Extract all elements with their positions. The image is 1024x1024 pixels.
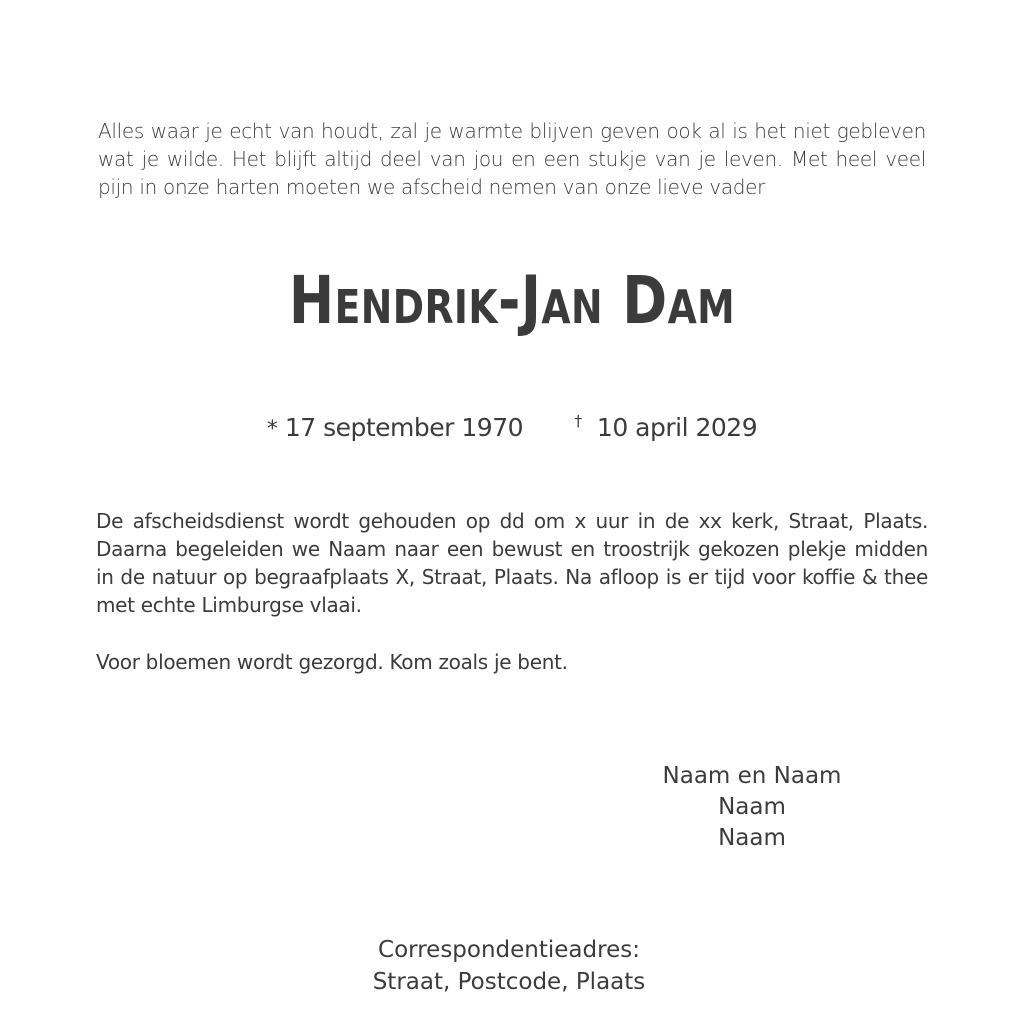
intro-line: wat je wilde. Het blijft altijd deel van jou en een stukje van je leven. Met heel veel xyxy=(98,147,926,171)
correspondence-address xyxy=(0,934,1018,998)
birth-symbol: * xyxy=(266,417,278,442)
death-date-group xyxy=(574,413,757,442)
signature-name: Naam xyxy=(718,794,786,820)
intro-line: Alles waar je echt van houdt, zal je warmte blijven geven ook al is het niet gebleven xyxy=(98,119,926,143)
service-line: met echte Limburgse vlaai. xyxy=(96,593,362,617)
deceased-name: Hendrik-Jan Dam xyxy=(288,262,736,339)
intro-line: pijn in onze harten moeten we afscheid nemen van onze lieve vader xyxy=(98,175,766,199)
flowers-note: Voor bloemen wordt gezorgd. Kom zoals je bent. xyxy=(96,650,568,674)
intro-poem xyxy=(98,117,926,201)
life-dates xyxy=(0,412,1024,442)
signature-name: Naam en Naam xyxy=(662,763,842,789)
signature-name: Naam xyxy=(718,825,786,851)
address-label: Correspondentieadres: xyxy=(378,937,640,963)
service-line: De afscheidsdienst wordt gehouden op dd om x uur in de xx kerk, Straat, Plaats. xyxy=(96,509,928,533)
service-line: Daarna begeleiden we Naam naar een bewust en troostrijk gekozen plekje midden xyxy=(96,537,928,561)
service-details xyxy=(96,507,928,619)
dagger-symbol: † xyxy=(574,412,582,430)
death-date: 10 april 2029 xyxy=(596,413,758,442)
service-line: in de natuur op begraafplaats X, Straat, Plaats. Na afloop is er tijd voor koffie & thee xyxy=(96,565,928,589)
address-value: Straat, Postcode, Plaats xyxy=(372,969,646,995)
birth-date-group xyxy=(267,413,523,442)
signatures xyxy=(620,761,884,854)
birth-date: 17 september 1970 xyxy=(284,413,524,442)
